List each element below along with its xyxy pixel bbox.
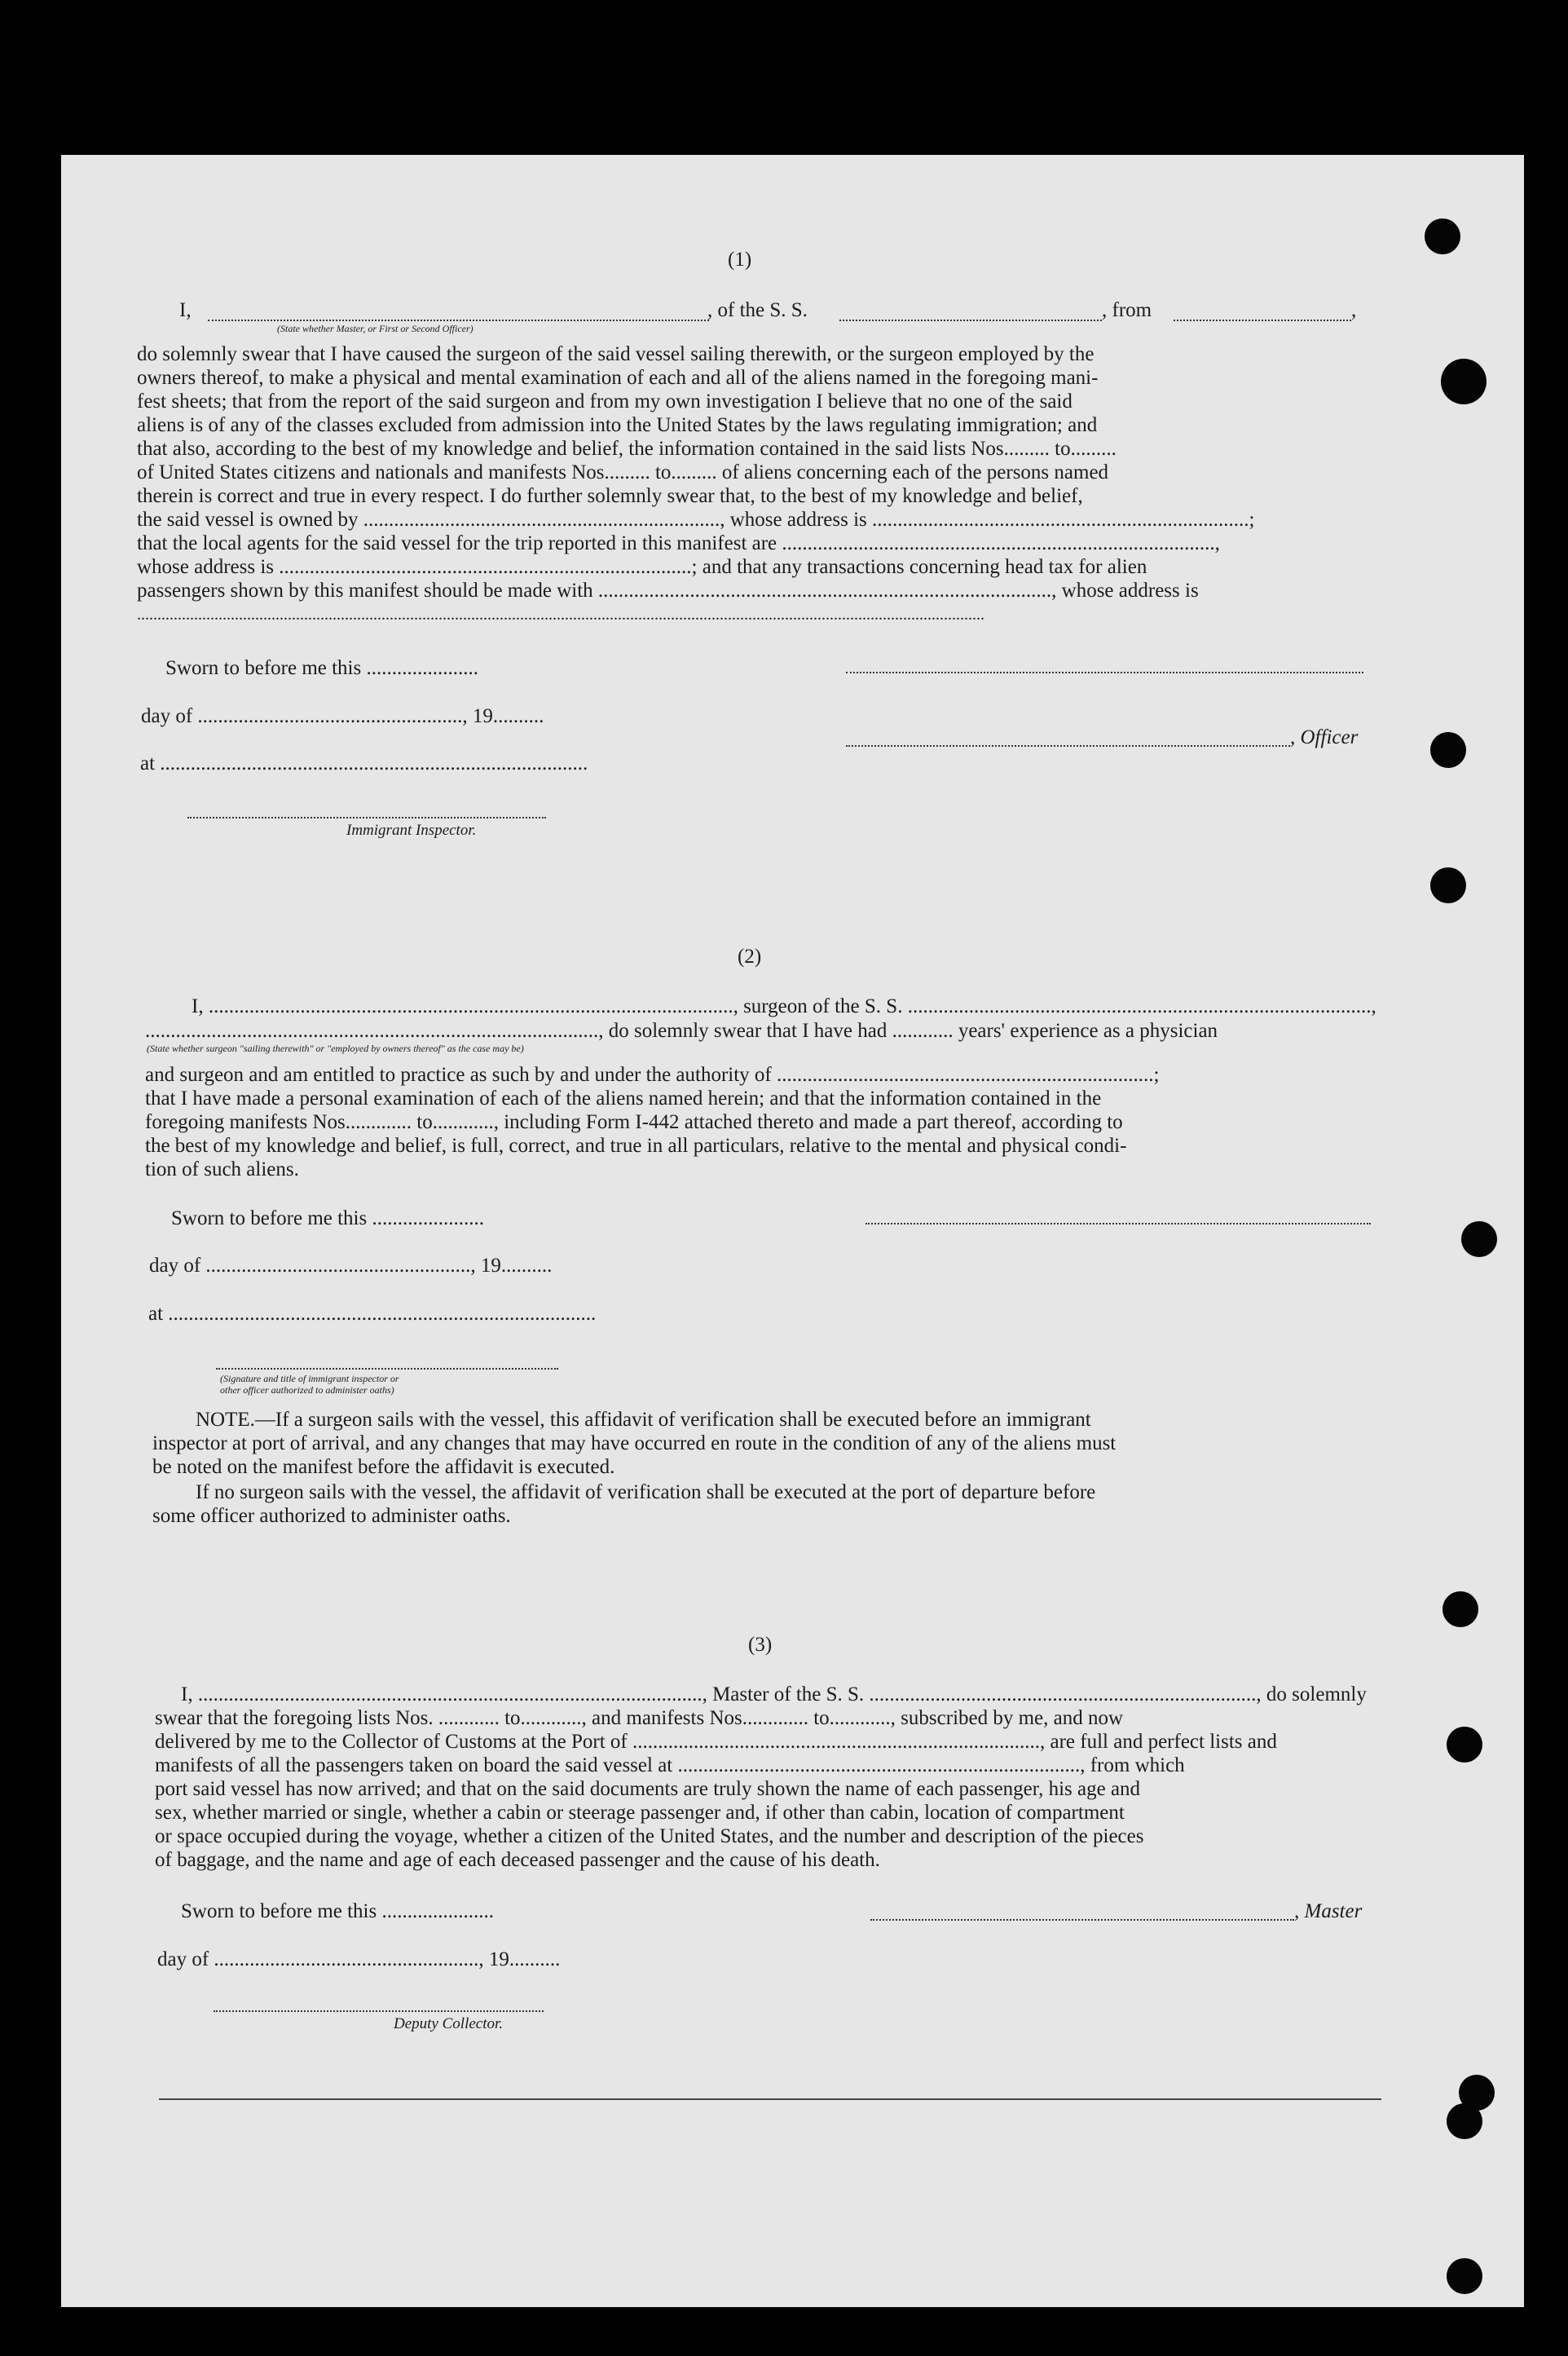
section-3-sworn: Sworn to before me this ......................	[181, 1900, 494, 1922]
binder-hole	[1447, 2103, 1482, 2139]
binder-hole	[1461, 1221, 1497, 1257]
section-2-sworn: Sworn to before me this ......................	[171, 1207, 484, 1229]
collector-signature-line	[214, 2010, 544, 2012]
section-1-sworn: Sworn to before me this ......................	[165, 657, 478, 679]
binder-hole	[1442, 1591, 1478, 1627]
note-line-1: NOTE.—If a surgeon sails with the vessel, this affidavit of verification shall be executed before an immigrant	[196, 1409, 1091, 1431]
inspector-signature-line	[187, 817, 546, 818]
section-1-number: (1)	[728, 249, 752, 271]
section-1-line-1: do solemnly swear that I have caused the surgeon of the said vessel sailing therewith, or the surgeon employed by the	[137, 343, 1095, 365]
note-line-4: If no surgeon sails with the vessel, the affidavit of verification shall be executed at the port of departure before	[196, 1481, 1096, 1503]
binder-hole	[1447, 1727, 1482, 1763]
section-2-body-1: and surgeon and am entitled to practice as such by and under the authority of ..........................................................................;	[145, 1064, 1160, 1086]
section-2-line-1: I, ......................................................................................................., surgeon of the S. S. ...........................................................................................,	[192, 995, 1376, 1017]
note-line-2: inspector at port of arrival, and any changes that may have occurred en route in the condition of any of the aliens must	[152, 1432, 1117, 1454]
section-3-line-5: port said vessel has now arrived; and that on the said documents are truly shown the name of each passenger, his age and	[155, 1778, 1141, 1800]
section-2-at: at ....................................................................................	[148, 1303, 597, 1325]
deputy-collector-label: Deputy Collector.	[394, 2015, 504, 2032]
officer-label: , Officer	[1290, 726, 1359, 748]
binder-hole	[1447, 2258, 1482, 2294]
section-1-header-vessel: , of the S. S.	[707, 299, 808, 321]
officer-name-blank	[208, 320, 709, 321]
section-1-line-5: that also, according to the best of my knowledge and belief, the information contained in the said lists Nos......... to.........	[137, 438, 1117, 460]
section-1-line-2: owners thereof, to make a physical and mental examination of each and all of the aliens named in the foregoing mani-	[137, 367, 1099, 389]
section-2-body-5: tion of such aliens.	[145, 1158, 299, 1180]
surgeon-signature-line	[865, 1223, 1371, 1224]
section-2-number: (2)	[738, 946, 762, 968]
section-1-header-from: , from	[1102, 299, 1152, 321]
section-1-line-11: passengers shown by this manifest should be made with ........................................................................................., whose address is	[137, 580, 1199, 602]
section-1-line-8: the said vessel is owned by ......................................................................, whose address is ..........................................................................;	[137, 509, 1255, 531]
section-1-line-6: of United States citizens and nationals and manifests Nos......... to......... of aliens concerning each of the persons named	[137, 461, 1109, 483]
section-2-signature-note-2: other officer authorized to administer oaths)	[220, 1384, 394, 1396]
section-1-line-12: ................................................................................................................................................................................................................	[137, 606, 984, 624]
section-1-line-4: aliens is of any of the classes excluded from admission into the United States by the laws regulating immigration; and	[137, 414, 1098, 436]
section-2-body-4: the best of my knowledge and belief, is full, correct, and true in all particulars, relative to the mental and physical condi-	[145, 1135, 1127, 1157]
section-3-line-1: I, ..................................................................................................., Master of the S. S. ............................................................................, do solemnly	[181, 1683, 1367, 1705]
note-line-3: be noted on the manifest before the affidavit is executed.	[152, 1456, 615, 1478]
section-2-line-2: ........................................................................................., do solemnly swear that I have had ............ years' experience as a physician	[145, 1020, 1218, 1042]
section-3-line-6: sex, whether married or single, whether a cabin or steerage passenger and, if other than cabin, location of compartment	[155, 1802, 1125, 1824]
section-1-day: day of ...................................................., 19..........	[141, 705, 544, 727]
section-2-signature-note-1: (Signature and title of immigrant inspector or	[220, 1373, 399, 1384]
master-signature-line	[870, 1919, 1294, 1921]
section-3-number: (3)	[748, 1634, 773, 1656]
section-2-day: day of ...................................................., 19..........	[149, 1255, 553, 1277]
section-1-header-end: ,	[1351, 299, 1357, 321]
section-3-day: day of ...................................................., 19..........	[157, 1948, 561, 1970]
section-3-line-8: of baggage, and the name and age of each deceased passenger and the cause of his death.	[155, 1849, 880, 1871]
binder-hole	[1430, 867, 1466, 903]
officer-signature-line	[846, 745, 1290, 747]
section-3-line-7: or space occupied during the voyage, whether a citizen of the United States, and the number and description of the pieces	[155, 1825, 1144, 1847]
section-1-line-10: whose address is .................................................................................; and that any transactions concerning head tax for alien	[137, 556, 1147, 578]
section-3-line-3: delivered by me to the Collector of Customs at the Port of ................................................................................, are full and perfect lists and	[155, 1731, 1277, 1753]
section-2-body-3: foregoing manifests Nos............. to............, including Form I-442 attached thereto and made a part thereof, according to	[145, 1111, 1123, 1133]
section-3-line-4: manifests of all the passengers taken on board the said vessel at ..............................................................................., from which	[155, 1754, 1185, 1776]
section-1-signature-line	[846, 672, 1363, 673]
officer-rank-note: (State whether Master, or First or Second Officer)	[277, 323, 473, 334]
binder-hole	[1441, 359, 1487, 404]
section-3-line-2: swear that the foregoing lists Nos. ............ to............, and manifests Nos............. to............, subscribed by me, and now	[155, 1707, 1124, 1729]
binder-hole	[1430, 732, 1466, 768]
immigrant-inspector-label: Immigrant Inspector.	[346, 822, 477, 839]
from-port-blank	[1174, 320, 1351, 321]
section-1-at: at ....................................................................................	[140, 752, 588, 774]
surgeon-status-note: (State whether surgeon "sailing therewith" or "employed by owners thereof" as the case may be)	[147, 1043, 524, 1054]
section-1-line-9: that the local agents for the said vessel for the trip reported in this manifest are .....................................................................................,	[137, 532, 1220, 554]
section-2-inspector-line	[216, 1368, 558, 1370]
section-1-line-3: fest sheets; that from the report of the said surgeon and from my own investigation I believe that no one of the said	[137, 390, 1072, 413]
vessel-name-blank	[839, 320, 1102, 321]
bottom-rule	[159, 2098, 1381, 2100]
section-1-header-I: I,	[179, 299, 192, 321]
binder-hole	[1425, 218, 1460, 254]
section-1-line-7: therein is correct and true in every respect. I do further solemnly swear that, to the best of my knowledge and belief,	[137, 485, 1083, 507]
section-2-body-2: that I have made a personal examination of each of the aliens named herein; and that the information contained in the	[145, 1088, 1102, 1110]
master-label: , Master	[1294, 1900, 1363, 1922]
note-line-5: some officer authorized to administer oaths.	[152, 1505, 511, 1527]
